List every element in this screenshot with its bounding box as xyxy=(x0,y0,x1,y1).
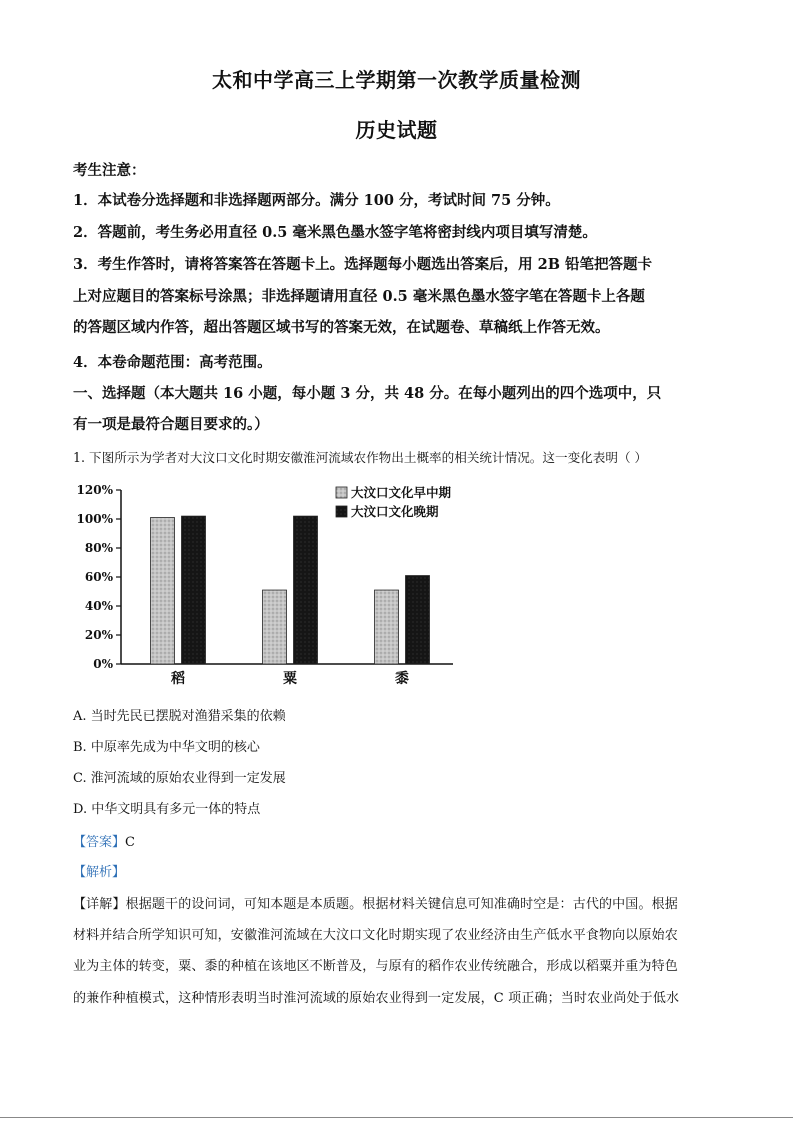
notice-line: 1．本试卷分选择题和非选择题两部分。满分 100 分，考试时间 75 分钟。 xyxy=(73,192,560,209)
analysis-label: 【解析】 xyxy=(73,865,126,880)
notice-line: 4．本卷命题范围：高考范围。 xyxy=(73,354,272,371)
legend-label: 大汶口文化晚期 xyxy=(351,504,439,519)
y-tick-label: 120% xyxy=(76,483,113,497)
y-tick-label: 80% xyxy=(84,541,113,555)
bar-early-0 xyxy=(151,518,175,664)
y-tick-label: 100% xyxy=(76,512,113,526)
answer-label: 【答案】 xyxy=(73,835,126,850)
bar-chart xyxy=(60,476,480,688)
answer-line xyxy=(73,831,135,850)
detail-line: 业为主体的转变，粟、黍的种植在该地区不断普及，与原有的稻作农业传统融合，形成以稻粟并重为特色 xyxy=(73,959,678,974)
bar-late-2 xyxy=(406,576,430,664)
page-subtitle: 历史试题 xyxy=(355,118,438,142)
section-heading: 一、选择题（本大题共 16 小题，每小题 3 分，共 48 分。在每小题列出的四个选项中，只 xyxy=(73,385,662,402)
legend-label: 大汶口文化早中期 xyxy=(351,485,452,500)
page-title: 太和中学高三上学期第一次教学质量检测 xyxy=(212,68,581,92)
legend-swatch xyxy=(336,487,347,498)
legend-swatch xyxy=(336,506,347,517)
y-tick-label: 40% xyxy=(84,599,113,613)
y-tick-label: 20% xyxy=(84,628,113,642)
notice-heading: 考生注意： xyxy=(73,162,146,179)
y-tick-label: 60% xyxy=(84,570,113,584)
section-heading-cont: 有一项是最符合题目要求的。） xyxy=(73,416,269,433)
y-tick-label: 0% xyxy=(93,657,113,671)
detail-line: 材料并结合所学知识可知，安徽淮河流域在大汶口文化时期实现了农业经济由生产低水平食物向以原始农 xyxy=(73,928,678,943)
bar-late-1 xyxy=(294,516,318,664)
bar-late-0 xyxy=(182,516,206,664)
x-tick-label: 黍 xyxy=(395,671,409,687)
option-d: D. 中华文明具有多元一体的特点 xyxy=(73,802,261,817)
question-stem: 1. 下图所示为学者对大汶口文化时期安徽淮河流域农作物出土概率的相关统计情况。这一变化表明（ ） xyxy=(73,450,648,465)
option-a: A. 当时先民已摆脱对渔猎采集的依赖 xyxy=(73,709,286,724)
option-c: C. 淮河流域的原始农业得到一定发展 xyxy=(73,771,286,786)
notice-line: 上对应题目的答案标号涂黑；非选择题请用直径 0.5 毫米黑色墨水签字笔在答题卡上各题 xyxy=(73,288,645,305)
detail-line: 的兼作种植模式，这种情形表明当时淮河流域的原始农业得到一定发展，C 项正确；当时农业尚处于低水 xyxy=(73,991,680,1006)
notice-line: 的答题区域内作答，超出答题区域书写的答案无效，在试题卷、草稿纸上作答无效。 xyxy=(73,319,610,336)
x-tick-label: 粟 xyxy=(283,671,297,687)
answer-value: C xyxy=(125,835,135,850)
footer-divider xyxy=(0,1117,793,1118)
bar-early-2 xyxy=(375,590,399,664)
bar-early-1 xyxy=(263,590,287,664)
x-tick-label: 稻 xyxy=(171,671,185,687)
notice-line: 3．考生作答时，请将答案答在答题卡上。选择题每小题选出答案后，用 2B 铅笔把答题卡 xyxy=(73,256,653,273)
option-b: B. 中原率先成为中华文明的核心 xyxy=(73,740,260,755)
notice-line: 2．答题前，考生务必用直径 0.5 毫米黑色墨水签字笔将密封线内项目填写清楚。 xyxy=(73,224,597,241)
detail-line: 【详解】根据题干的设问词，可知本题是本质题。根据材料关键信息可知准确时空是：古代的中国。根据 xyxy=(73,897,678,912)
